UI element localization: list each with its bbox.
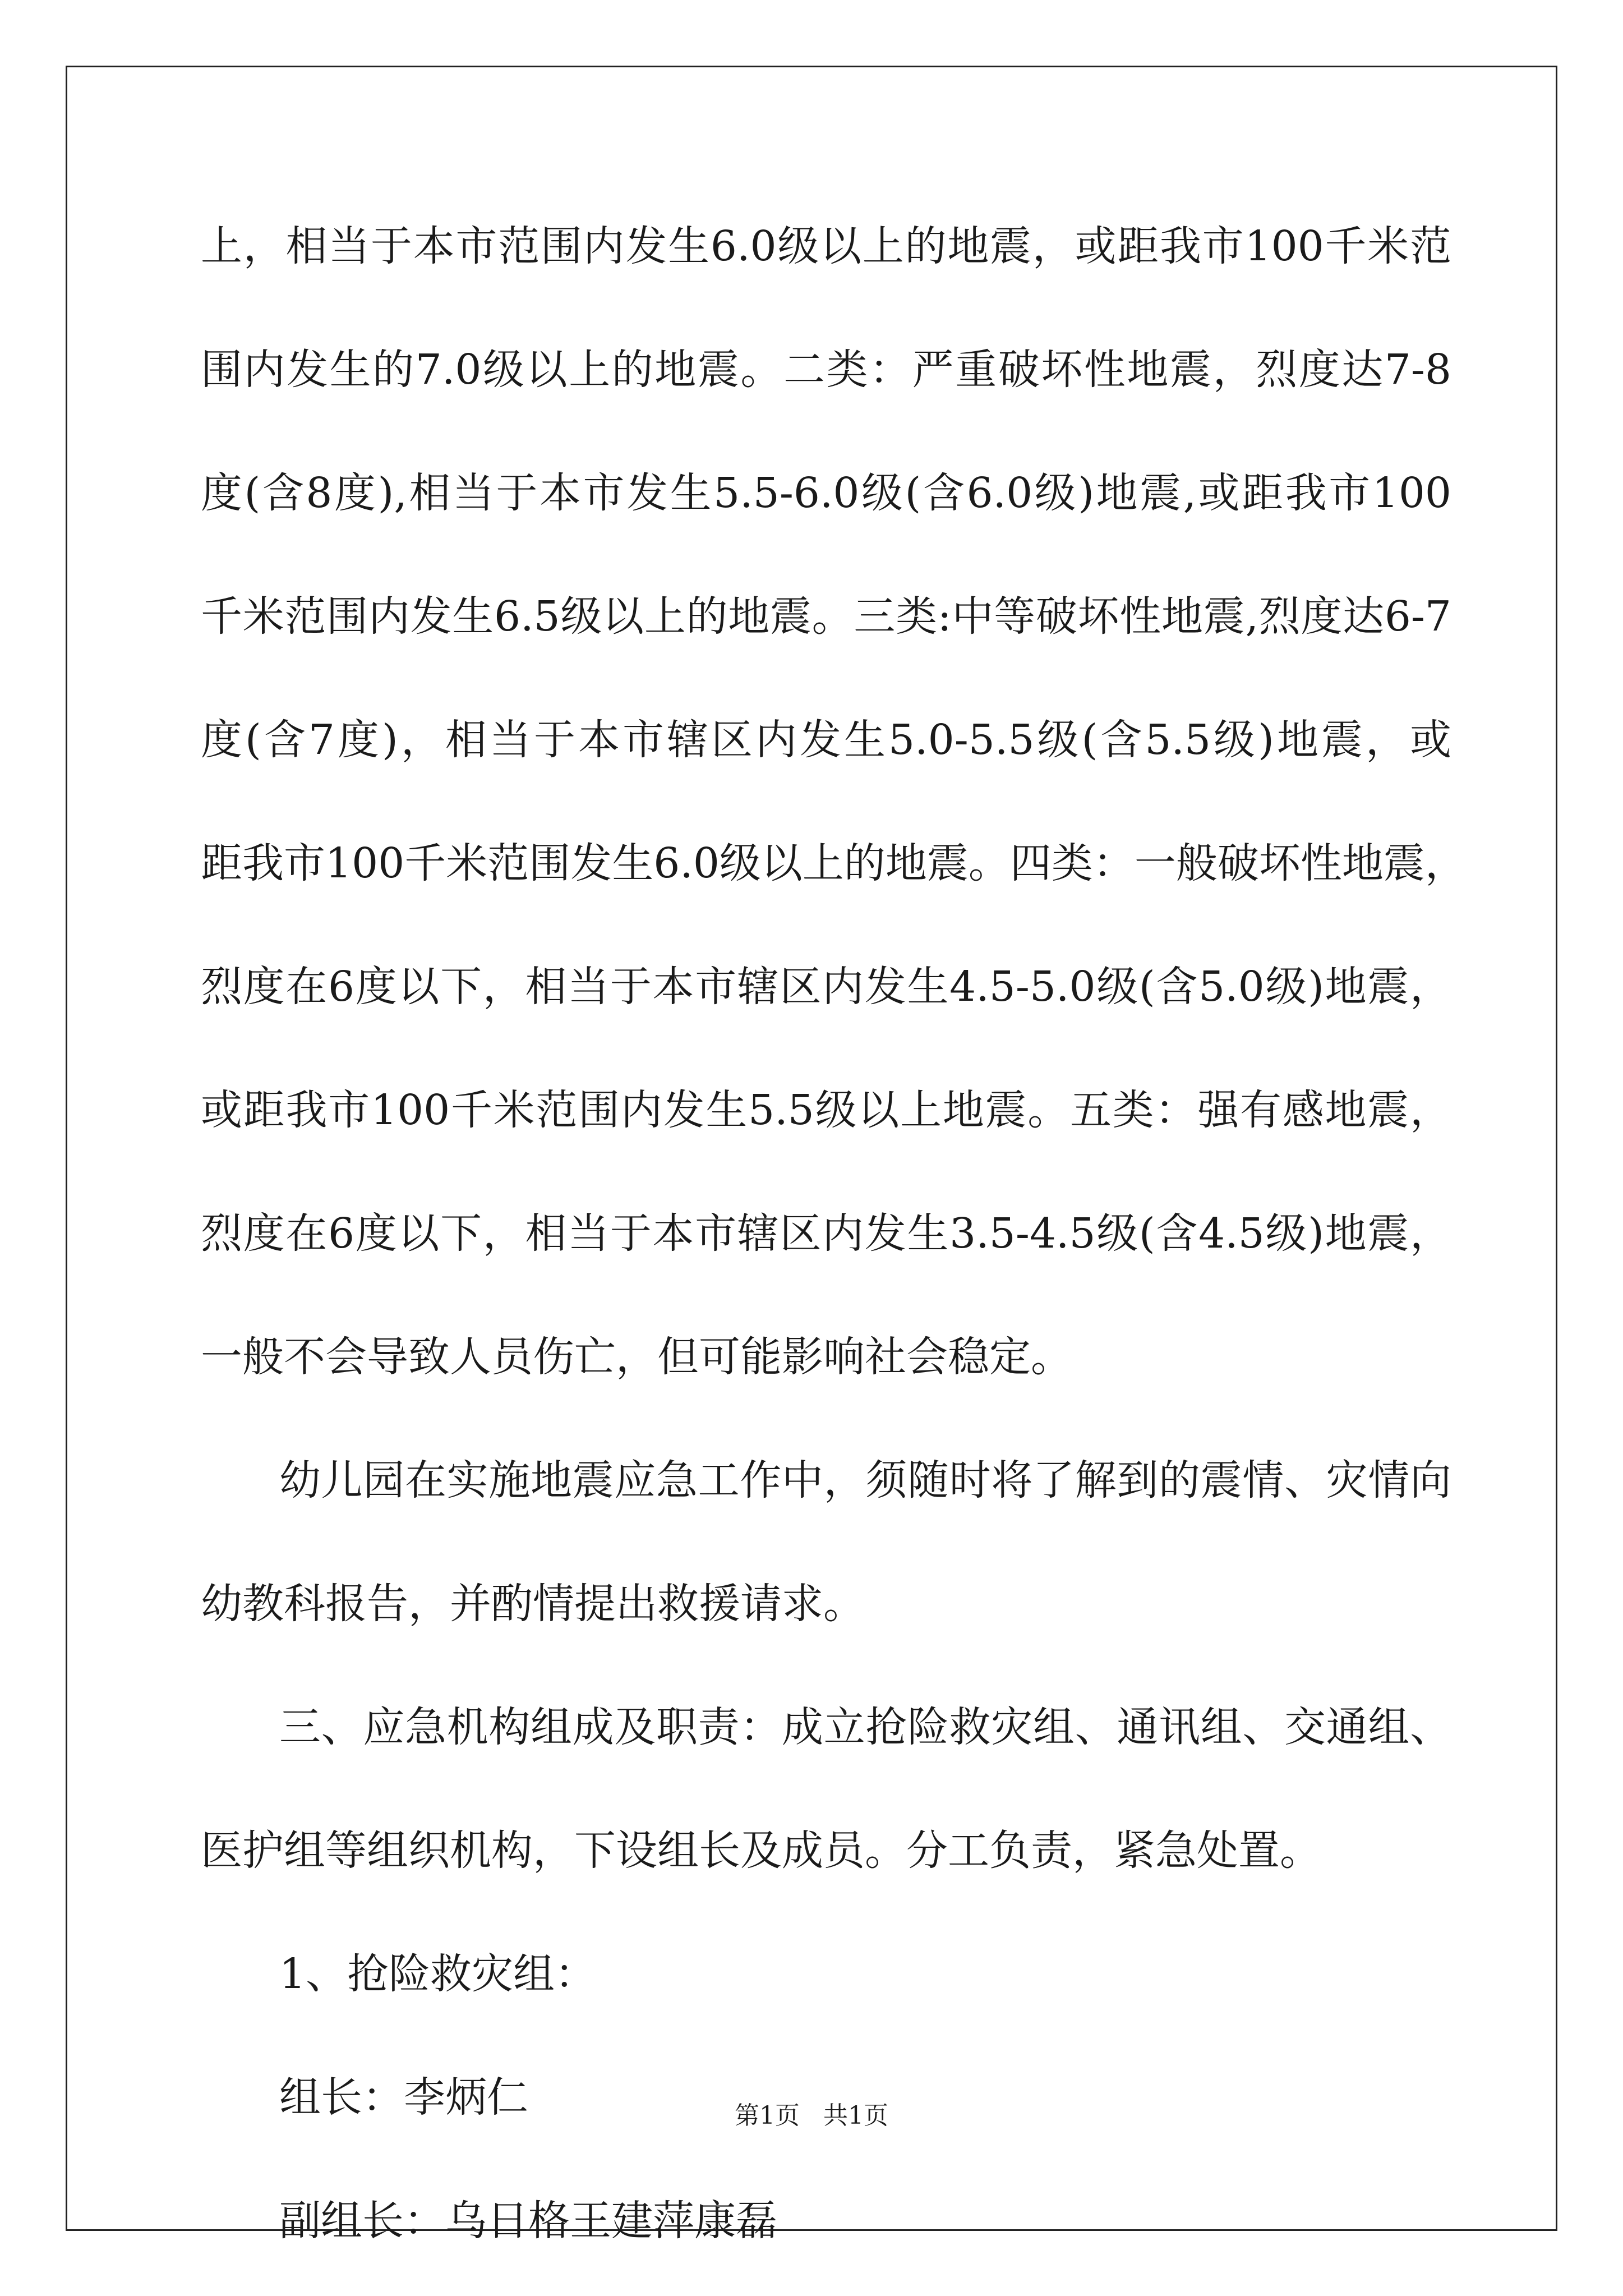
text-line: 或距我市100千米范围内发生5.5级以上地震。五类：强有感地震， [201, 1086, 1451, 1134]
text-line: 医护组等组织机构，下设组长及成员。分工负责，紧急处置。 [201, 1826, 1321, 1875]
subsection-heading: 1、抢险救灾组： [279, 1950, 597, 1998]
text-line: 度(含8度),相当于本市发生5.5-6.0级(含6.0级)地震,或距我市100 [201, 469, 1451, 517]
section-heading: 三、应急机构组成及职责：成立抢险救灾组、通讯组、交通组、 [279, 1703, 1451, 1751]
page-number-footer: 第1页 共1页 [735, 2101, 888, 2130]
text-line: 烈度在6度以下，相当于本市辖区内发生3.5-4.5级(含4.5级)地震， [201, 1209, 1451, 1258]
text-line: 千米范围内发生6.5级以上的地震。三类:中等破坏性地震,烈度达6-7 [201, 592, 1451, 641]
paragraph-first-line: 幼儿园在实施地震应急工作中，须随时将了解到的震情、灾情向 [279, 1456, 1451, 1504]
deputy-group-leader: 副组长：乌日格王建萍康磊 [279, 2197, 777, 2245]
text-line: 上，相当于本市范围内发生6.0级以上的地震，或距我市100千米范 [201, 222, 1451, 270]
text-line: 一般不会导致人员伤亡，但可能影响社会稳定。 [201, 1333, 1072, 1381]
text-line: 幼教科报告，并酌情提出救援请求。 [201, 1580, 865, 1628]
text-line: 围内发生的7.0级以上的地震。二类：严重破坏性地震，烈度达7-8 [201, 346, 1451, 394]
text-line: 距我市100千米范围发生6.0级以上的地震。四类：一般破坏性地震， [201, 839, 1467, 887]
text-line: 烈度在6度以下，相当于本市辖区内发生4.5-5.0级(含5.0级)地震， [201, 963, 1451, 1011]
group-leader: 组长：李炳仁 [279, 2073, 528, 2122]
text-line: 度(含7度)，相当于本市辖区内发生5.0-5.5级(含5.5级)地震，或 [201, 716, 1451, 764]
